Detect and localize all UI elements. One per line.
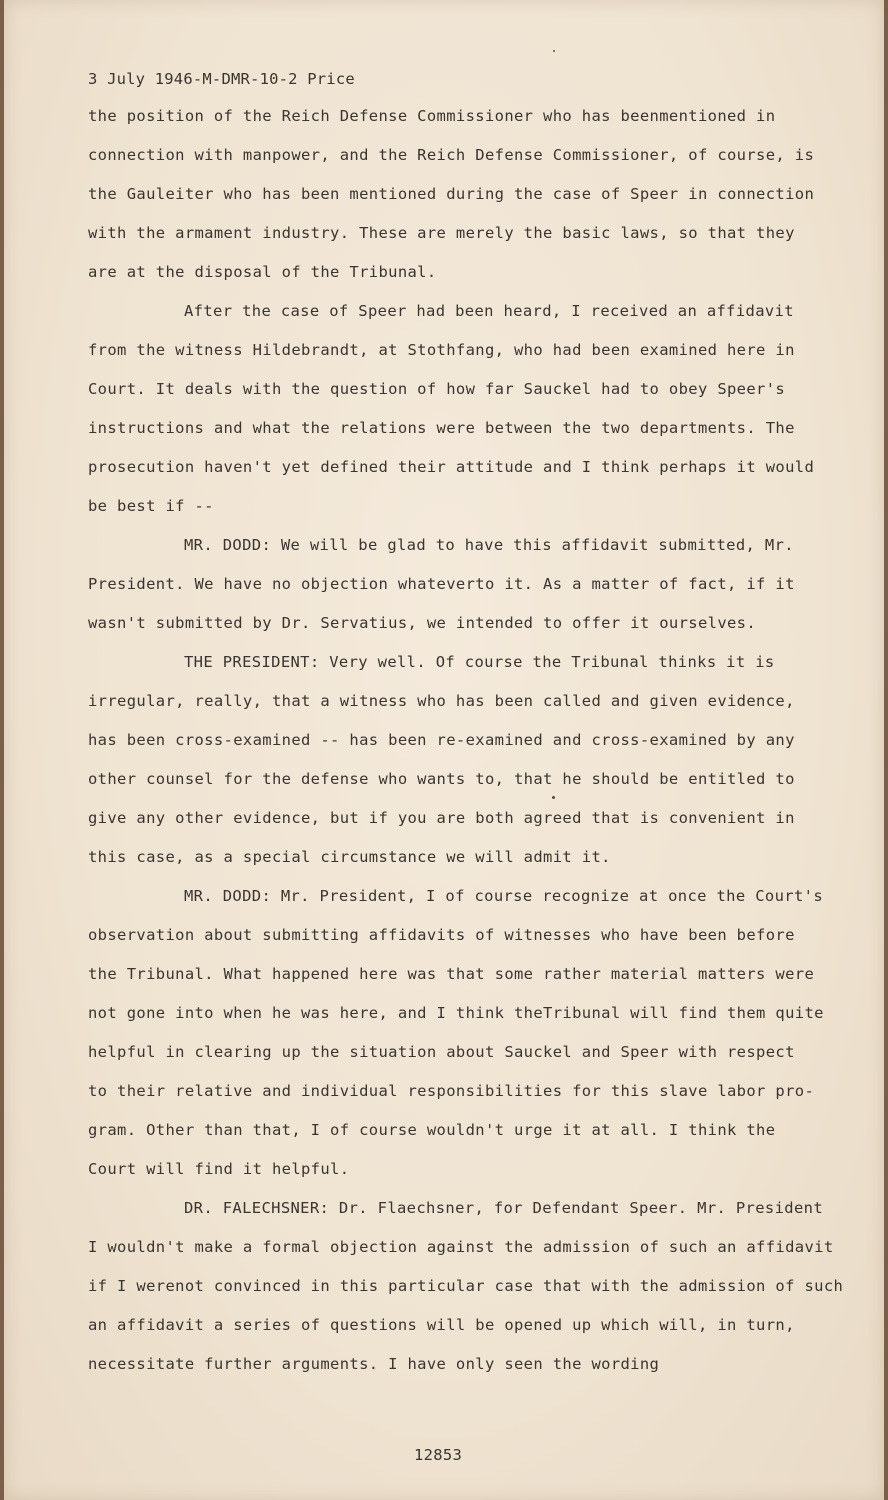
text-line: an affidavit a series of questions will be opened up which will, in turn, — [88, 1316, 795, 1334]
page-number: 12853 — [414, 1446, 463, 1464]
text-line: the Tribunal. What happened here was that some rather material matters were — [88, 965, 815, 983]
text-line: from the witness Hildebrandt, at Stothfang, who had been examined here in — [88, 341, 795, 359]
text-line: are at the disposal of the Tribunal. — [88, 263, 437, 281]
paper-speck — [552, 796, 555, 799]
page-header: 3 July 1946-M-DMR-10-2 Price — [88, 70, 355, 88]
text-line: has been cross-examined -- has been re-examined and cross-examined by any — [88, 731, 795, 749]
text-line: THE PRESIDENT: Very well. Of course the Tribunal thinks it is — [184, 653, 775, 671]
text-line: give any other evidence, but if you are both agreed that is convenient in — [88, 809, 795, 827]
text-line: observation about submitting affidavits of witnesses who have been before — [88, 926, 795, 944]
transcript-body — [88, 106, 848, 1393]
text-line: irregular, really, that a witness who has been called and given evidence, — [88, 692, 795, 710]
text-line: necessitate further arguments. I have only seen the wording — [88, 1355, 660, 1373]
text-line: the position of the Reich Defense Commissioner who has beenmentioned in — [88, 107, 776, 125]
text-line: DR. FALECHSNER: Dr. Flaechsner, for Defendant Speer. Mr. President — [184, 1199, 823, 1217]
text-line: I wouldn't make a formal objection against the admission of such an affidavit — [88, 1238, 834, 1256]
text-line: President. We have no objection whateverto it. As a matter of fact, if it — [88, 575, 795, 593]
text-line: MR. DODD: Mr. President, I of course recognize at once the Court's — [184, 887, 823, 905]
text-line: this case, as a special circumstance we will admit it. — [88, 848, 611, 866]
text-line: the Gauleiter who has been mentioned during the case of Speer in connection — [88, 185, 815, 203]
text-line: wasn't submitted by Dr. Servatius, we intended to offer it ourselves. — [88, 614, 757, 632]
text-line: helpful in clearing up the situation about Sauckel and Speer with respect — [88, 1043, 795, 1061]
text-line: other counsel for the defense who wants to, that he should be entitled to — [88, 770, 795, 788]
text-line: MR. DODD: We will be glad to have this affidavit submitted, Mr. — [184, 536, 794, 554]
text-line: not gone into when he was here, and I think theTribunal will find them quite — [88, 1004, 824, 1022]
text-line: connection with manpower, and the Reich Defense Commissioner, of course, is — [88, 146, 815, 164]
text-line: instructions and what the relations were between the two departments. The — [88, 419, 795, 437]
text-line: with the armament industry. These are merely the basic laws, so that they — [88, 224, 795, 242]
text-line: to their relative and individual responsibilities for this slave labor pro- — [88, 1082, 815, 1100]
text-line: Court. It deals with the question of how far Sauckel had to obey Speer's — [88, 380, 786, 398]
text-line: be best if -- — [88, 497, 214, 515]
document-page — [4, 0, 884, 1500]
text-line: if I werenot convinced in this particular case that with the admission of such — [88, 1277, 844, 1295]
paper-speck — [553, 50, 555, 52]
text-line: After the case of Speer had been heard, I received an affidavit — [184, 302, 794, 320]
text-line: gram. Other than that, I of course wouldn't urge it at all. I think the — [88, 1121, 776, 1139]
text-line: prosecution haven't yet defined their attitude and I think perhaps it would — [88, 458, 815, 476]
text-line: Court will find it helpful. — [88, 1160, 350, 1178]
